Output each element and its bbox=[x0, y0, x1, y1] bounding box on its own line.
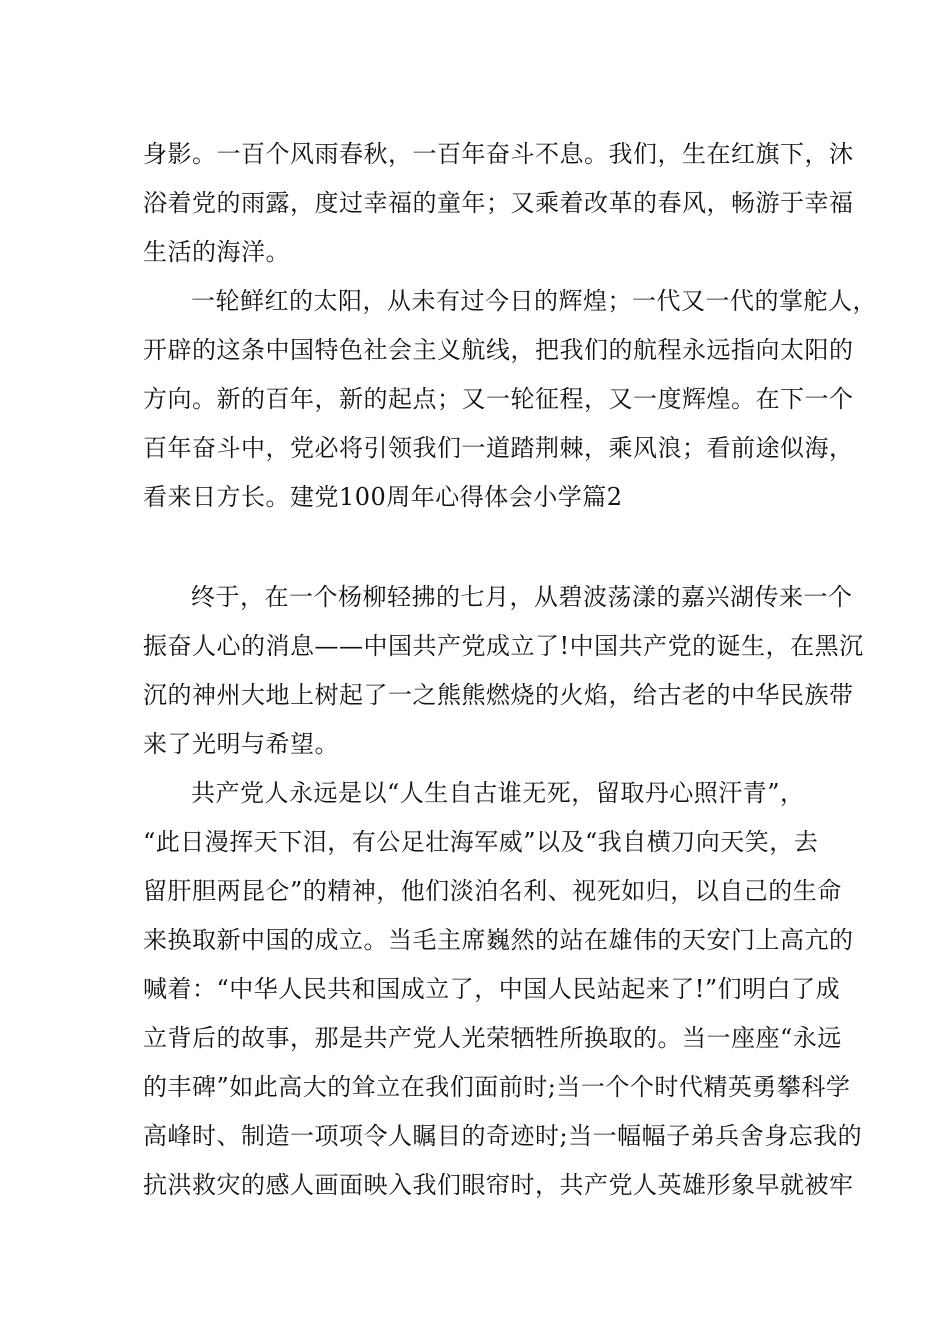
text-line: 高峰时、制造一项项令人瞩目的奇迹时;当一幅幅子弟兵舍身忘我的 bbox=[143, 1122, 863, 1150]
text-line: 喊着：“中华人民共和国成立了，中国人民站起来了!”们明白了成 bbox=[143, 975, 841, 1003]
paragraph-first-line: 一轮鲜红的太阳，从未有过今日的辉煌；一代又一代的掌舵人， bbox=[191, 287, 877, 315]
paragraph-first-line: 终于，在一个杨柳轻拂的七月，从碧波荡漾的嘉兴湖传来一个 bbox=[191, 583, 853, 611]
text-line: 抗洪救灾的感人画面映入我们眼帘时，共产党人英雄形象早就被牢 bbox=[143, 1171, 854, 1199]
text-line: 方向。新的百年，新的起点；又一轮征程，又一度辉煌。在下一个 bbox=[143, 385, 854, 413]
text-line: 沉的神州大地上树起了一之熊熊燃烧的火焰，给古老的中华民族带 bbox=[143, 681, 854, 709]
text-line: 立背后的故事，那是共产党人光荣牺牲所换取的。当一座座“永远 bbox=[143, 1024, 842, 1052]
text-line: 生活的海洋。 bbox=[143, 238, 290, 266]
text-line: 百年奋斗中，党必将引领我们一道踏荆棘，乘风浪；看前途似海， bbox=[143, 434, 854, 462]
text-line: 身影。一百个风雨春秋，一百年奋斗不息。我们，生在红旗下，沐 bbox=[143, 140, 854, 168]
text-line-with-heading: 看来日方长。建党100周年心得体会小学篇2 bbox=[143, 483, 623, 511]
text-line: “此日漫挥天下泪，有公足壮海军威”以及“我自横刀向天笑，去 bbox=[143, 828, 819, 856]
text-line: 来了光明与希望。 bbox=[143, 730, 339, 758]
text-line: 留肝胆两昆仑”的精神，他们淡泊名利、视死如归，以自己的生命 bbox=[143, 877, 842, 905]
text-line: 的丰碑”如此高大的耸立在我们面前时;当一个个时代精英勇攀科学 bbox=[143, 1073, 851, 1101]
text-line: 浴着党的雨露，度过幸福的童年；又乘着改革的春风，畅游于幸福 bbox=[143, 189, 854, 217]
text-line: 来换取新中国的成立。当毛主席巍然的站在雄伟的天安门上高亢的 bbox=[143, 926, 854, 954]
text-line: 振奋人心的消息——中国共产党成立了!中国共产党的诞生，在黑沉 bbox=[143, 632, 864, 660]
paragraph-first-line: 共产党人永远是以“人生自古谁无死，留取丹心照汗青”， bbox=[191, 779, 805, 807]
text-line: 开辟的这条中国特色社会主义航线，把我们的航程永远指向太阳的 bbox=[143, 336, 854, 364]
